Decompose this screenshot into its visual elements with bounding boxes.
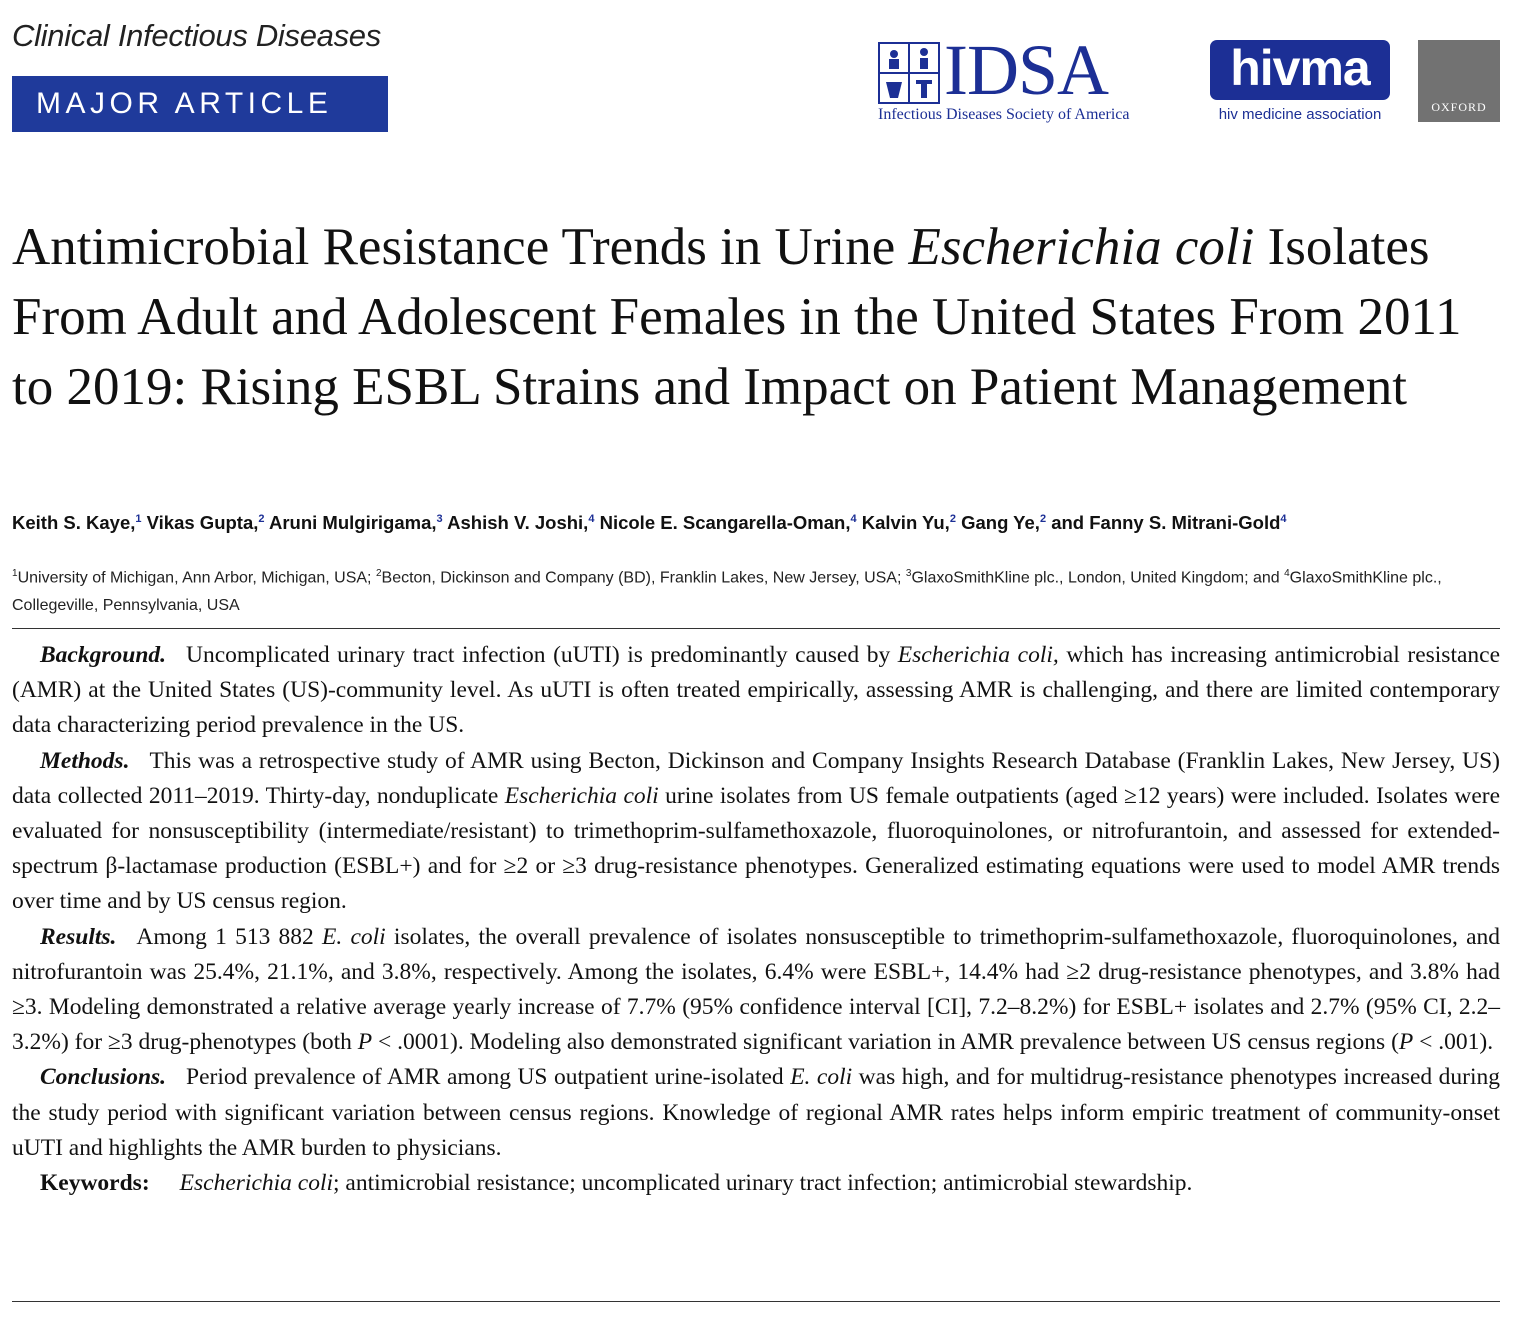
affiliations: $^1$University of Michigan, Ann Arbor, Michigan, USA; $^2$Becton, Dickinson and Company (BD), Franklin Lakes, New Jersey, USA; $^3$GlaxoSmithKline plc., London, United Kingdom; and $^4$GlaxoSmithKline plc., Collegeville, Pennsylvania, USA (12, 568, 1442, 615)
abstract (12, 638, 1500, 1201)
title-text-1: Antimicrobial Resistance Trends in Urine (12, 218, 909, 276)
hivma-logo: hivma (1210, 40, 1390, 100)
article-title (12, 212, 1512, 422)
author: and Fanny S. Mitrani-Gold$^4$ (1051, 512, 1287, 533)
author: Vikas Gupta,$^2$ (146, 512, 265, 533)
abstract-conclusions: Conclusions. Period prevalence of AMR among US outpatient urine-isolated E. coli was high, and for multidrug-resistance phenotypes increased during the study period with significant variation between census regions. Knowledge of regional AMR rates helps inform empiric treatment of community-onset uUTI and highlights the AMR burden to physicians. (12, 1064, 1501, 1161)
abstract-bottom-rule (12, 1301, 1500, 1302)
author: Keith S. Kaye,$^1$ (12, 512, 142, 533)
abstract-keywords: Keywords: Escherichia coli; antimicrobial resistance; uncomplicated urinary tract infection; antimicrobial stewardship. (40, 1170, 1193, 1197)
abstract-results: Results. Among 1 513 882 E. coli isolates, the overall prevalence of isolates nonsusceptible to trimethoprim-sulfamethoxazole, fluoroquinolones, and nitrofurantoin was 25.4%, 21.1%, and 3.8%, respectively. Among the isolates, 6.4% were ESBL+, 14.4% had ≥2 drug-resistance phenotypes, and 3.8% had ≥3. Modeling demonstrated a relative average yearly increase of 7.7% (95% confidence interval [CI], 7.2–8.2%) for ESBL+ isolates and 2.7% (95% CI, 2.2–3.2%) for ≥3 drug-phenotypes (both P < .0001). Modeling also demonstrated significant variation in AMR prevalence between US census regions (P < .001). (12, 923, 1501, 1056)
abstract-methods: Methods. This was a retrospective study of AMR using Becton, Dickinson and Company Insights Research Database (Franklin Lakes, New Jersey, US) data collected 2011–2019. Thirty-day, nonduplicate Escherichia coli urine isolates from US female outpatients (aged ≥12 years) were included. Isolates were evaluated for nonsusceptibility (intermediate/resistant) to trimethoprim-sulfamethoxazole, fluoroquinolones, or nitrofurantoin, and assessed for extended-spectrum β-lactamase production (ESBL+) and for ≥2 or ≥3 drug-resistance phenotypes. Generalized estimating equations were used to model AMR trends over time and by US census region. (12, 747, 1500, 915)
title-text-2: Isolates From Adult and Adolescent Females in the United States From 2011 to 2019: Rising ESBL Strains and Impact on Patient Management (12, 218, 1462, 416)
oxford-logo: OXFORD (1418, 40, 1500, 122)
hivma-logo-subtitle: hiv medicine association (1218, 106, 1382, 123)
abstract-top-rule (12, 628, 1500, 629)
author: Kalvin Yu,$^2$ (861, 512, 956, 533)
title-italic-species: Escherichia coli (908, 218, 1255, 276)
author: Aruni Mulgirigama,$^3$ (268, 512, 443, 533)
idsa-logo: IDSA (944, 30, 1109, 110)
article-type-banner: MAJOR ARTICLE (12, 76, 388, 132)
author: Gang Ye,$^2$ (961, 512, 1047, 533)
abstract-background: Background. Uncomplicated urinary tract infection (uUTI) is predominantly caused by Escherichia coli, which has increasing antimicrobial resistance (AMR) at the United States (US)-community level. As uUTI is often treated empirically, assessing AMR is challenging, and there are limited contemporary data characterizing period prevalence in the US. (12, 642, 1501, 739)
idsa-logo-subtitle: Infectious Diseases Society of America (878, 106, 1130, 123)
author: Ashish V. Joshi,$^4$ (447, 512, 595, 533)
author-list (12, 512, 1512, 534)
idsa-emblem-icon (878, 42, 940, 104)
publisher-logos (878, 30, 1508, 128)
author: Nicole E. Scangarella-Oman,$^4$ (599, 512, 857, 533)
journal-name: Clinical Infectious Diseases (12, 18, 381, 53)
